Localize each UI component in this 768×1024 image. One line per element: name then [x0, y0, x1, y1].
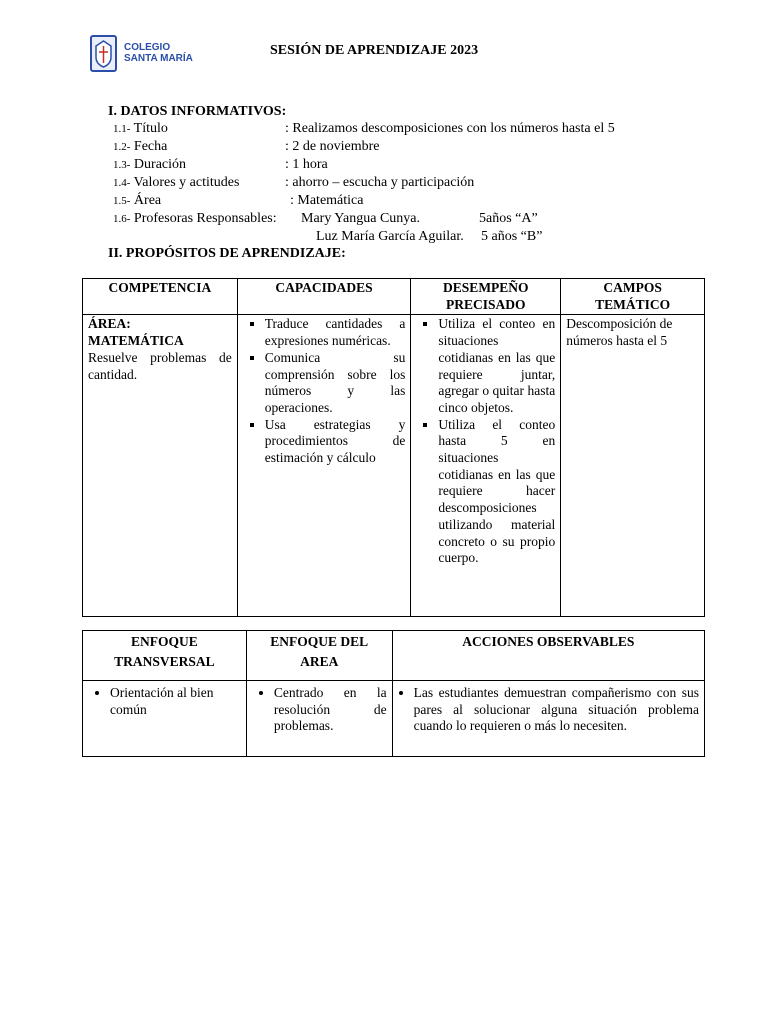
header-capacidades: CAPACIDADES [237, 279, 411, 315]
info-value-titulo: : Realizamos descomposiciones con los números hasta el 5 [285, 121, 615, 136]
teacher-name-2: Luz María García Aguilar. [316, 229, 464, 244]
teacher-class-2: 5 años “B” [481, 229, 543, 244]
list-item: ▪ Traduce cantidades a expresiones numéricas. [265, 316, 406, 349]
transversal-cell [83, 681, 247, 757]
competencias-table [82, 278, 705, 617]
list-item: • Las estudiantes demuestran compañerismo con sus pares al solucionar alguna situación problema cuando lo requieren o más lo necesiten. [414, 685, 699, 735]
info-row-profesoras [113, 210, 277, 228]
acciones-list [398, 685, 699, 735]
campos-cell: Descomposición de números hasta el 5 [561, 315, 705, 617]
row-label: Profesoras Responsables: [133, 211, 277, 226]
competencia-text: Resuelve problemas de cantidad. [88, 349, 232, 382]
row-number: 1.3- [113, 159, 131, 171]
info-row-duracion [113, 156, 186, 174]
info-row-valores [113, 174, 239, 192]
area-label: ÁREA: [88, 316, 131, 332]
header-acciones: ACCIONES OBSERVABLES [392, 631, 704, 681]
row-number: 1.1- [113, 123, 131, 135]
shield-icon [92, 37, 115, 70]
capacidades-cell [237, 315, 411, 617]
info-row-area [113, 192, 161, 210]
info-value-duracion: : 1 hora [285, 157, 328, 172]
table-row [83, 681, 705, 757]
school-logo-icon [90, 35, 117, 72]
area-name: MATEMÁTICA [88, 333, 184, 349]
info-value-area: : Matemática [290, 193, 364, 208]
desempenos-list [416, 316, 555, 567]
acciones-cell [392, 681, 704, 757]
list-item: ▪ Utiliza el conteo hasta 5 en situaciones cotidianas en las que requiere hacer descomposiciones utilizando material concreto o su propio cuerpo. [438, 417, 555, 567]
row-number: 1.2- [113, 141, 131, 153]
list-item: ▪ Utiliza el conteo en situaciones cotidianas en las que requiere juntar, agregar o quitar hasta cinco objetos. [438, 316, 555, 416]
header-enfoque-transversal: ENFOQUE TRANSVERSAL [83, 631, 247, 681]
section-heading-datos: I. DATOS INFORMATIVOS: [108, 104, 287, 119]
row-number: 1.5- [113, 195, 131, 207]
info-value-valores: : ahorro – escucha y participación [285, 175, 475, 190]
row-label: Duración [133, 157, 187, 172]
info-row-fecha [113, 138, 167, 156]
table-row [83, 315, 705, 617]
section-heading-propositos: II. PROPÓSITOS DE APRENDIZAJE: [108, 246, 346, 261]
header-enfoque-area: ENFOQUE DEL AREA [246, 631, 392, 681]
enfoques-table [82, 630, 705, 757]
page-title: SESIÓN DE APRENDIZAJE 2023 [270, 43, 479, 58]
transversal-list [88, 685, 241, 718]
list-item: • Orientación al bien común [110, 685, 241, 718]
list-item: • Centrado en la resolución de problemas. [274, 685, 387, 735]
list-item: ▪ Comunica su comprensión sobre los números y las operaciones. [265, 350, 406, 417]
logo-line-2: SANTA MARÍA [124, 53, 193, 64]
logo-line-1: COLEGIO [124, 42, 171, 53]
area-cell [246, 681, 392, 757]
info-row-titulo [113, 120, 168, 138]
row-label: Valores y actitudes [133, 175, 240, 190]
header-campos: CAMPOS TEMÁTICO [561, 279, 705, 315]
teacher-class-1: 5años “A” [479, 211, 538, 226]
area-list [252, 685, 387, 735]
row-number: 1.6- [113, 213, 131, 225]
row-label: Área [133, 193, 162, 208]
school-logo-text [124, 42, 193, 64]
row-number: 1.4- [113, 177, 131, 189]
header-competencia: COMPETENCIA [83, 279, 238, 315]
capacidades-list [243, 316, 406, 466]
teacher-name-1: Mary Yangua Cunya. [301, 211, 420, 226]
table-header-row [83, 631, 705, 681]
row-label: Fecha [133, 139, 168, 154]
competencia-cell [83, 315, 238, 617]
info-value-fecha: : 2 de noviembre [285, 139, 380, 154]
row-label: Título [133, 121, 168, 136]
header-desempeno: DESEMPEÑO PRECISADO [411, 279, 561, 315]
list-item: ▪ Usa estrategias y procedimientos de estimación y cálculo [265, 417, 406, 467]
desempeno-cell [411, 315, 561, 617]
table-header-row [83, 279, 705, 315]
